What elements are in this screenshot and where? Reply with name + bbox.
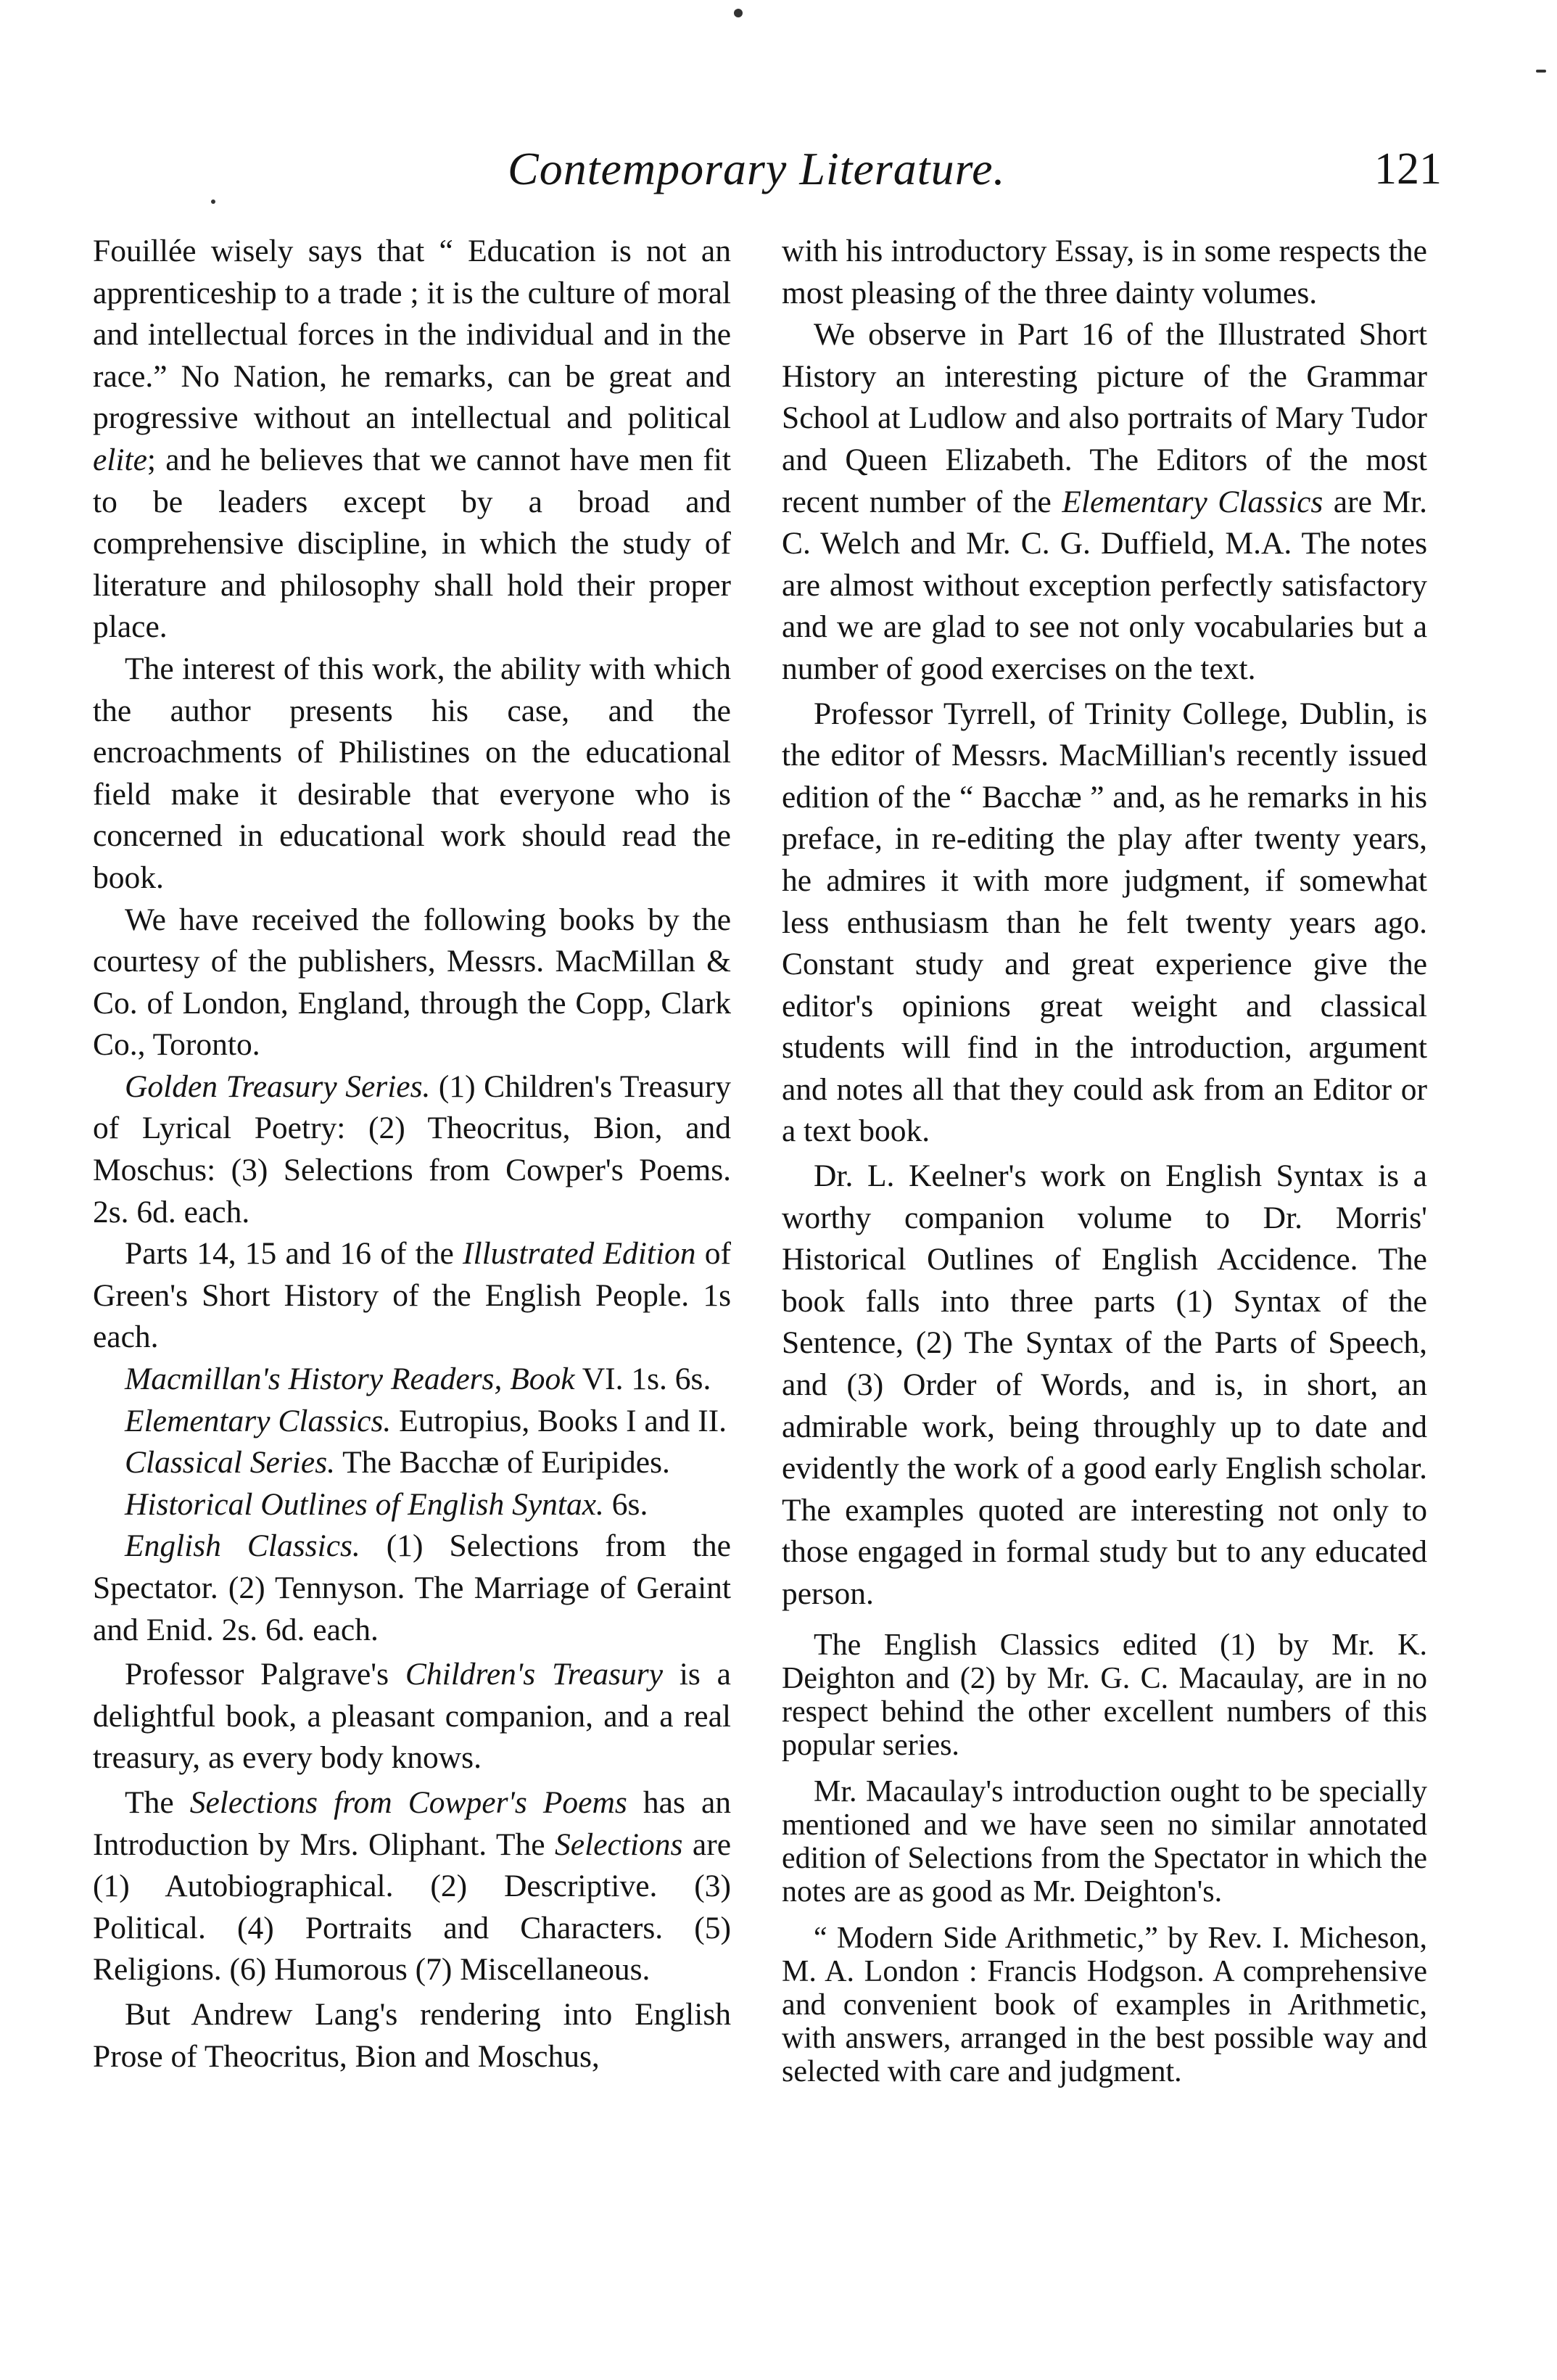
book-entry — [93, 1233, 731, 1359]
entry-text: of Green's Short History of the English People. 1s each. — [93, 1236, 731, 1355]
entry-text: Parts 14, 15 and 16 of the — [125, 1236, 463, 1272]
scan-speck — [211, 199, 215, 204]
book-entry — [93, 1359, 731, 1401]
book-entry — [93, 1484, 731, 1526]
entry-text: Eutropius, Books I and II. — [391, 1403, 727, 1438]
page-header — [0, 142, 1557, 207]
entry-text: (1) Selections from the Spectator. (2) Tennyson. The Marriage of Geraint and Enid. 2s. 6d. each. — [93, 1528, 731, 1647]
paragraph-text: has an Introduction by Mrs. Oliphant. The — [93, 1784, 731, 1862]
book-title: Children's Treasury — [405, 1657, 664, 1692]
series-title: English Classics. — [125, 1528, 360, 1564]
paragraph-text: ; and he believes that we cannot have men fit to be leaders except by a broad and comprehensive discipline, in which the study of literature and philosophy shall hold their proper place. — [93, 442, 731, 645]
entry-text: VI. 1s. 6s. — [574, 1362, 711, 1397]
left-column — [93, 231, 731, 2078]
entry-text: (1) Children's Treasury of Lyrical Poetry: (2) Theocritus, Bion, and Moschus: (3) Selections from Cowper's Poems. 2s. 6d. each. — [93, 1068, 731, 1230]
paragraph: Professor Tyrrell, of Trinity College, Dublin, is the editor of Messrs. MacMillian's recently issued edition of the “ Bacchæ ” and, as he remarks in his preface, in re-editing the play after twenty years, he admires it with more judgment, if somewhat less enthusiasm than he felt twenty years ago. Constant study and great experience give the editor's opinions great weight and classical students will find in the introduction, argument and notes all that they could ask from an Editor or a text book. — [782, 696, 1427, 1149]
paragraph: The English Classics edited (1) by Mr. K. Deighton and (2) by Mr. G. C. Macaulay, are in no respect behind the other excellent numbers of this popular series. — [782, 1628, 1427, 1762]
entry-text: The Bacchæ of Euripides. — [335, 1445, 670, 1481]
book-entry — [93, 1066, 731, 1233]
paragraph-text: are Mr. C. Welch and Mr. C. G. Duffield, M.A. The notes are almost without exception perfectly satisfactory and we are glad to see not only vocabularies but a number of good exercises on the text. — [782, 484, 1427, 686]
paragraph — [782, 314, 1427, 690]
paragraph — [93, 1782, 731, 1991]
paragraph — [93, 231, 731, 648]
book-entry — [93, 1525, 731, 1651]
paragraph-text: is a delightful book, a pleasant companion, and a real treasury, as every body knows. — [93, 1657, 731, 1776]
paragraph: with his introductory Essay, is in some respects the most pleasing of the three dainty volumes. — [782, 234, 1427, 310]
paragraph: But Andrew Lang's rendering into English Prose of Theocritus, Bion and Moschus, — [93, 1996, 731, 2074]
page-number: 121 — [1374, 144, 1442, 194]
paragraph — [93, 1654, 731, 1779]
scan-speck — [734, 9, 743, 17]
paragraph-text: are (1) Autobiographical. (2) Descriptive. (3) Political. (4) Portraits and Characters. (5) Religions. (6) Humorous (7) Miscellaneous. — [93, 1827, 732, 1988]
paragraph: Dr. L. Keelner's work on English Syntax is a worthy companion volume to Dr. Morris' Historical Outlines of English Accidence. The book falls into three parts (1) Syntax of the Sentence, (2) The Syntax of the Parts of Speech, and (3) Order of Words, and is, in short, an admirable work, being throughly up to date and evidently the work of a good early English scholar. The examples quoted are interesting not only to those engaged in formal study but to any educated person. — [782, 1158, 1427, 1611]
paragraph-text: Fouillée wisely says that “ Education is not an apprenticeship to a trade ; it is the culture of moral and intellectual forces in the individual and in the race.” No Nation, he remarks, can be great and progressive without an intellectual and political — [93, 234, 731, 436]
paragraph: Mr. Macaulay's introduction ought to be specially mentioned and we have seen no similar annotated edition of Selections from the Spectator in which the notes are as good as Mr. Deighton's. — [782, 1774, 1427, 1908]
paragraph-text: The — [125, 1784, 190, 1820]
series-title: Elementary Classics — [1062, 484, 1323, 519]
paragraph: “ Modern Side Arithmetic,” by Rev. I. Micheson, M. A. London : Francis Hodgson. A comprehensive and convenient book of examples in Arithmetic, with answers, arranged in the best possible way and selected with care and judgment. — [782, 1921, 1427, 2088]
book-entry — [93, 1401, 731, 1443]
book-entry — [93, 1442, 731, 1484]
right-column — [782, 231, 1427, 2088]
paragraph: We have received the following books by the courtesy of the publishers, Messrs. MacMillan & Co. of London, England, through the Copp, Clark Co., Toronto. — [93, 902, 731, 1063]
book-title: Selections — [555, 1827, 683, 1862]
series-title: Macmillan's History Readers, Book — [125, 1362, 575, 1397]
book-title: Selections from Cowper's Poems — [189, 1784, 627, 1820]
paragraph: The interest of this work, the ability with which the author presents his case, and the encroachments of Philistines on the educational field make it desirable that everyone who is concerned in educational work should read the book. — [93, 651, 731, 895]
series-title: Historical Outlines of English Syntax. — [125, 1486, 604, 1522]
running-title: Contemporary Literature. — [508, 143, 1006, 194]
scan-speck — [1536, 70, 1546, 73]
series-title: Illustrated Edition — [463, 1236, 696, 1272]
paragraph-text: We observe in Part 16 of the Illustrated Short History an interesting picture of the Grammar School at Ludlow and also portraits of Mary Tudor and Queen Elizabeth. The Editors of the most recent number of the — [782, 317, 1427, 519]
series-title: Elementary Classics. — [125, 1403, 392, 1438]
series-title: Classical Series. — [125, 1445, 335, 1481]
series-title: Golden Treasury Series. — [125, 1068, 431, 1104]
paragraph-italic: elite — [93, 442, 147, 477]
paragraph-text: Professor Palgrave's — [125, 1657, 405, 1692]
entry-text: 6s. — [603, 1486, 648, 1522]
